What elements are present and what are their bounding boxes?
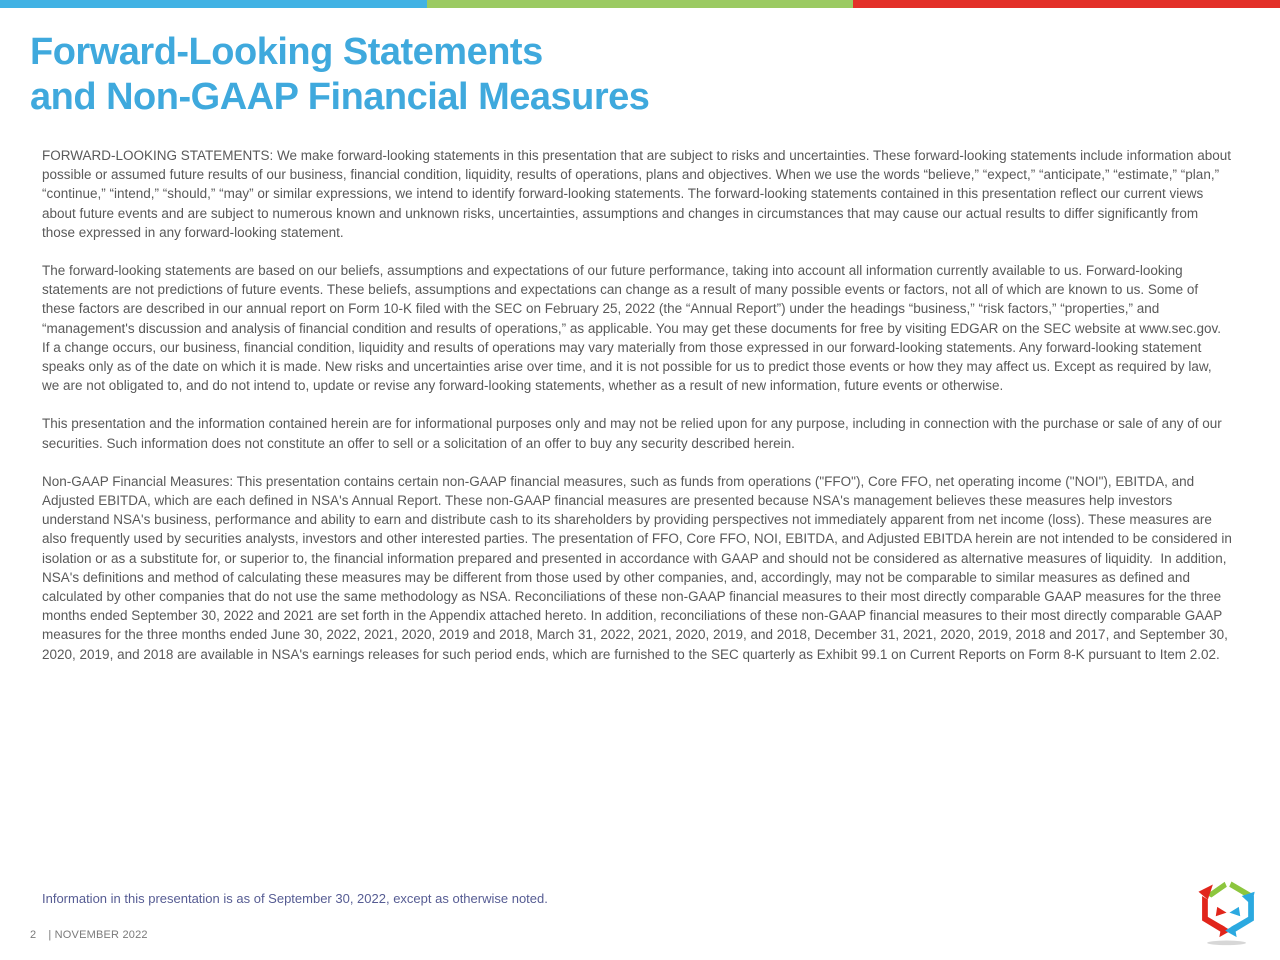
- as-of-date-note: Information in this presentation is as of September 30, 2022, except as otherwise noted.: [42, 891, 548, 906]
- paragraph-informational-purposes: This presentation and the information contained herein are for informational purposes only and may not be relied upon for any purpose, including in connection with the purchase or sale of any of our securities. Such information does not constitute an offer to sell or a solicitation of an offer to buy any security described herein.: [42, 416, 1226, 451]
- paragraph-forward-looking-statements: FORWARD-LOOKING STATEMENTS: We make forward-looking statements in this presentation that are subject to risks and uncertainties. These forward-looking statements include information about possible or assumed future results of our business, financial condition, liquidity, results of operations, plans and objectives. When we use the words “believe,” “expect,” “anticipate,” “estimate,” “plan,” “continue,” “intend,” “should,” “may” or similar expressions, we intend to identify forward-looking statements. The forward-looking statements contained in this presentation reflect our current views about future events and are subject to numerous known and unknown risks, uncertainties, assumptions and changes in circumstances that may cause our actual results to differ significantly from those expressed in any forward-looking statement.: [42, 148, 1235, 240]
- nsa-cube-logo-graphic: [1192, 870, 1264, 948]
- paragraph-non-gaap-measures: Non-GAAP Financial Measures: This presentation contains certain non-GAAP financial measures, such as funds from operations ("FFO"), Core FFO, net operating income ("NOI"), EBITDA, and Adjusted EBITDA, which are each defined in NSA's Annual Report. These non-GAAP financial measures are presented because NSA's management believes these measures help investors understand NSA's business, performance and ability to earn and distribute cash to its shareholders by providing perspectives not immediately apparent from net income (loss). These measures are also frequently used by securities analysts, investors and other interested parties. The presentation of FFO, Core FFO, NOI, EBITDA, and Adjusted EBITDA herein are not intended to be considered in isolation or as a substitute for, or superior to, the financial information prepared and presented in accordance with GAAP and should not be considered as alternative measures of liquidity. In addition, NSA's definitions and method of calculating these measures may be different from those used by other companies, and, accordingly, may not be comparable to similar measures as defined and calculated by other companies that do not use the same methodology as NSA. Reconciliations of these non-GAAP financial measures to their most directly comparable GAAP measures for the three months ended September 30, 2022 and 2021 are set forth in the Appendix attached hereto. In addition, reconciliations of these non-GAAP financial measures to their most directly comparable GAAP measures for the three months ended June 30, 2022, 2021, 2020, 2019 and 2018, March 31, 2022, 2021, 2020, 2019, and 2018, December 31, 2021, 2020, 2019, 2018 and 2017, and September 30, 2020, 2019, and 2018 are available in NSA's earnings releases for such period ends, which are furnished to the SEC quarterly as Exhibit 99.1 on Current Reports on Form 8-K pursuant to Item 2.02.: [42, 473, 1236, 662]
- title-line-1: Forward-Looking Statements: [30, 31, 543, 73]
- page-footer: [30, 929, 148, 941]
- title-line-2: and Non-GAAP Financial Measures: [30, 76, 650, 118]
- accent-segment-red: [853, 0, 1280, 8]
- page-number: 2: [30, 929, 37, 941]
- accent-segment-blue: [0, 0, 427, 8]
- slide-title: [30, 30, 649, 120]
- top-accent-bar: [0, 0, 1280, 8]
- paragraph-statements-basis: The forward-looking statements are based on our beliefs, assumptions and expectations of our future performance, taking into account all information currently available to us. Forward-looking statements are not predictions of future events. These beliefs, assumptions and expectations can change as a result of many possible events or factors, not all of which are known to us. Some of these factors are described in our annual report on Form 10-K filed with the SEC on February 25, 2022 (the “Annual Report”) under the headings “business,” “risk factors,” “properties,” and “management's discussion and analysis of financial condition and results of operations,” as applicable. You may get these documents for free by visiting EDGAR on the SEC website at www.sec.gov. If a change occurs, our business, financial condition, liquidity and results of operations may vary materially from those expressed in our forward-looking statements. Any forward-looking statement speaks only as of the date on which it is made. New risks and uncertainties arise over time, and it is not possible for us to predict those events or how they may affect us. Except as required by law, we are not obligated to, and do not intend to, update or revise any forward-looking statements, whether as a result of new information, future events or otherwise.: [42, 263, 1225, 394]
- accent-segment-green: [427, 0, 854, 8]
- nsa-cube-logo: [1192, 870, 1264, 948]
- footer-date-label: | NOVEMBER 2022: [48, 929, 148, 941]
- disclaimer-text-block: [42, 146, 1236, 683]
